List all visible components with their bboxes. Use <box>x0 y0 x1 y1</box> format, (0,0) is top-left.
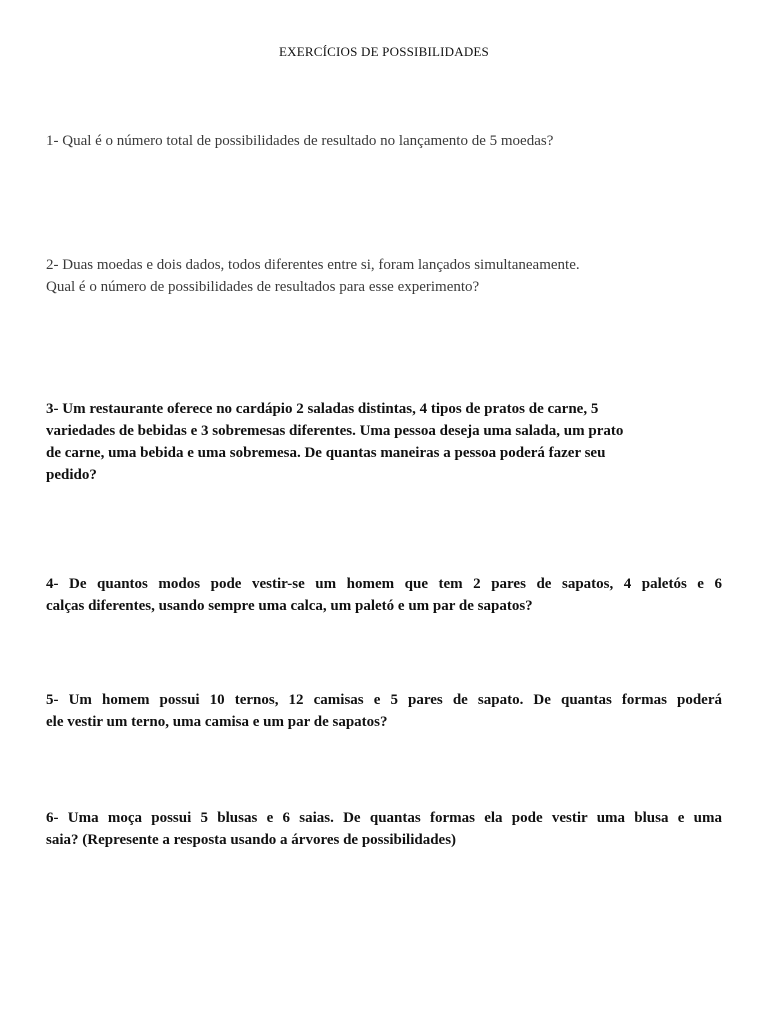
question-1 <box>46 130 722 152</box>
question-4 <box>46 573 722 617</box>
question-3-line-4: pedido? <box>46 467 97 483</box>
question-6-line-2: saia? (Represente a resposta usando a árvores de possibilidades) <box>46 832 457 848</box>
question-2 <box>46 254 722 298</box>
question-5-line-1: 5- Um homem possui 10 ternos, 12 camisas e 5 pares de sapato. De quantas formas poderá <box>46 692 722 708</box>
question-2-line-1: 2- Duas moedas e dois dados, todos diferentes entre si, foram lançados simultaneamente. <box>46 257 580 273</box>
page-title: EXERCÍCIOS DE POSSIBILIDADES <box>278 44 489 59</box>
question-6 <box>46 807 722 851</box>
question-2-line-2: Qual é o número de possibilidades de resultados para esse experimento? <box>46 279 480 295</box>
question-4-line-1: 4- De quantos modos pode vestir-se um homem que tem 2 pares de sapatos, 4 paletós e 6 <box>46 576 722 592</box>
question-3-line-2: variedades de bebidas e 3 sobremesas diferentes. Uma pessoa deseja uma salada, um prato <box>46 423 624 439</box>
question-5 <box>46 689 722 733</box>
question-6-line-1: 6- Uma moça possui 5 blusas e 6 saias. De quantas formas ela pode vestir uma blusa e uma <box>46 810 722 826</box>
question-4-line-2: calças diferentes, usando sempre uma calca, um paletó e um par de sapatos? <box>46 598 533 614</box>
question-3 <box>46 398 706 486</box>
question-3-line-3: de carne, uma bebida e uma sobremesa. De quantas maneiras a pessoa poderá fazer seu <box>46 445 606 461</box>
question-1-line-1: 1- Qual é o número total de possibilidades de resultado no lançamento de 5 moedas? <box>46 133 554 149</box>
question-3-line-1: 3- Um restaurante oferece no cardápio 2 saladas distintas, 4 tipos de pratos de carne, 5 <box>46 401 599 417</box>
question-5-line-2: ele vestir um terno, uma camisa e um par de sapatos? <box>46 714 388 730</box>
